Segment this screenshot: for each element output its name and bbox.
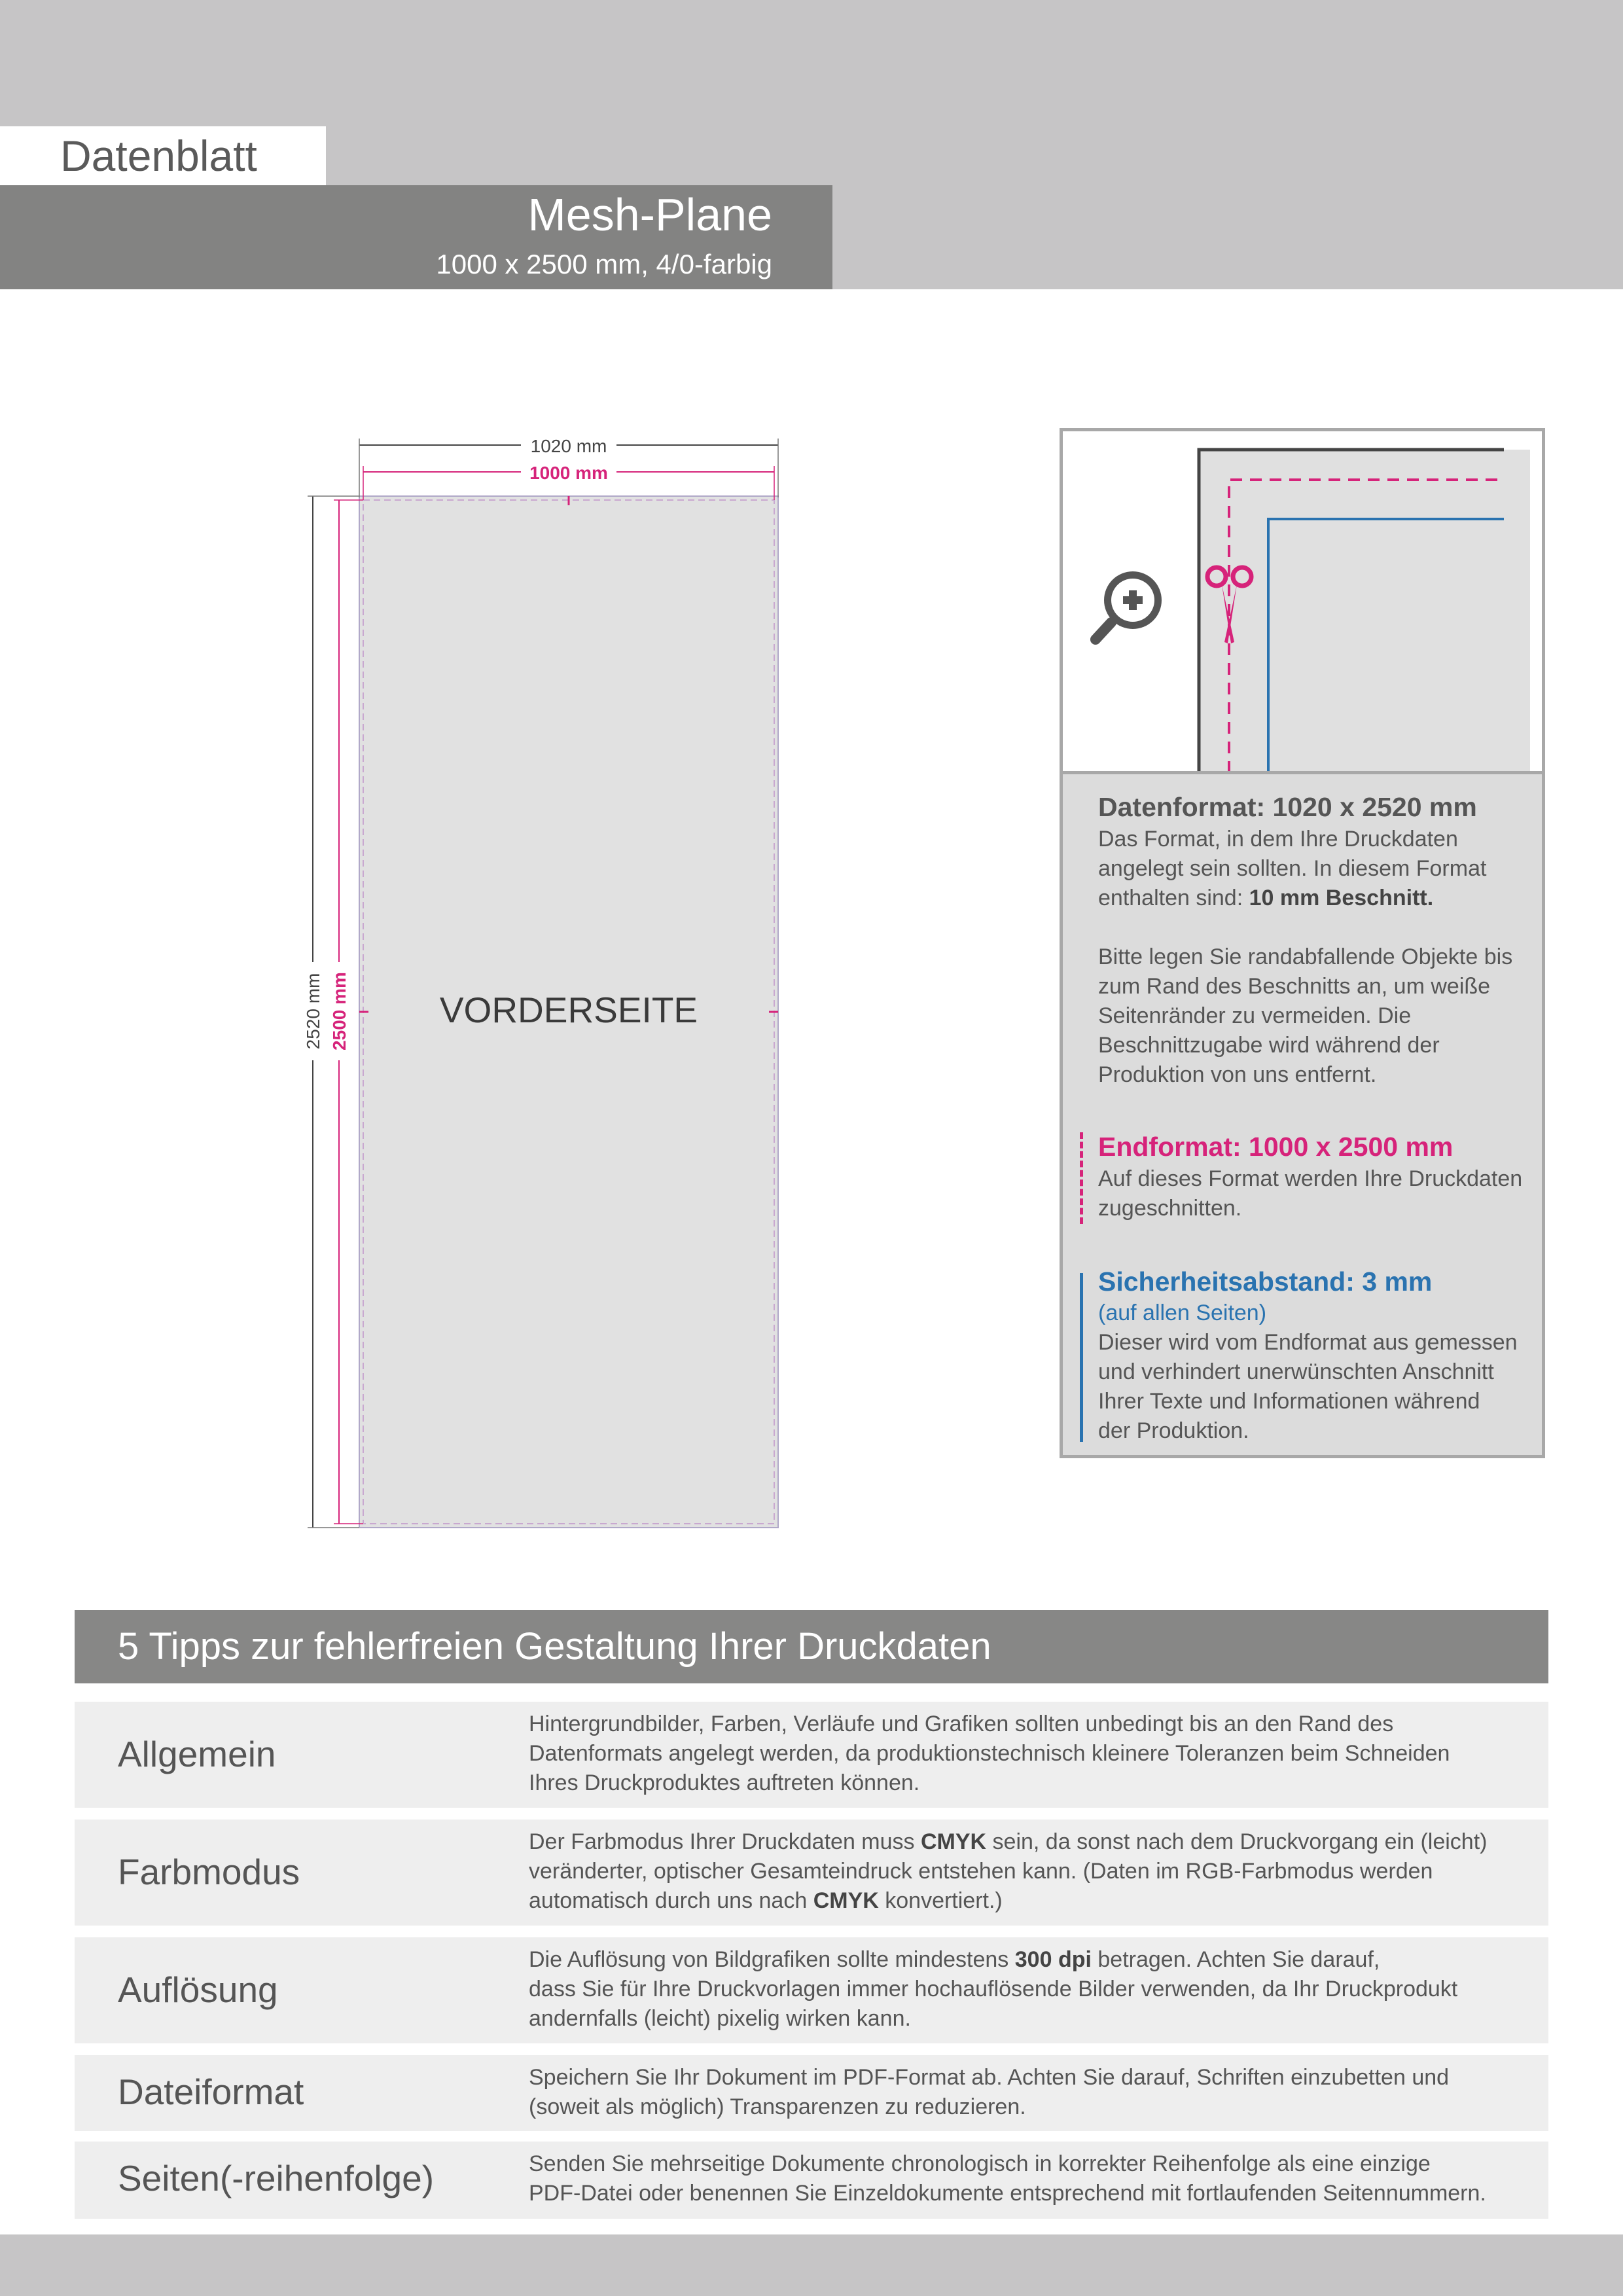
sicherheit-heading: Sicherheitsabstand: 3 mm	[1098, 1266, 1433, 1297]
zoom-detail-graphic	[1063, 431, 1542, 773]
datenformat-para: zum Rand des Beschnitts an, um weiße	[1098, 974, 1491, 999]
zoom-in-icon	[1096, 571, 1162, 639]
footer-band	[0, 2234, 1623, 2296]
tip-label: Dateiformat	[118, 2072, 304, 2112]
datenformat-para: Bitte legen Sie randabfallende Objekte bis	[1098, 944, 1513, 969]
dim-label-final-width: 1000 mm	[529, 463, 608, 483]
datenformat-para: Beschnittzugabe wird während der	[1098, 1033, 1440, 1058]
endformat-line: zugeschnitten.	[1098, 1196, 1242, 1221]
dim-label-data-width: 1020 mm	[530, 436, 607, 456]
tip-text: Senden Sie mehrseitige Dokumente chronologisch in korrekter Reihenfolge als eine einzige PDF-Datei oder benennen Sie Einzeldokumente entsprechend mit fortlaufenden Seitennummern.	[529, 2151, 1486, 2206]
tip-text: Hintergrundbilder, Farben, Verläufe und Grafiken sollten unbedingt bis an den Rand des Datenformats angelegt werden, da produktionstechnisch kleinere Toleranzen beim Schneiden Ihres Druckproduktes auftreten können.	[529, 1712, 1450, 1795]
tip-text: Der Farbmodus Ihrer Druckdaten muss CMYK sein, da sonst nach dem Druckvorgang ein (leicht) veränderter, optischer Gesamteindruck entstehen kann. (Daten im RGB-Farbmodus werden automatisch durch uns nach CMYK konvertiert.)	[529, 1829, 1488, 1913]
tip-row-dateiformat	[75, 2055, 1548, 2131]
tip-label: Seiten(-reihenfolge)	[118, 2158, 435, 2198]
tips-title: 5 Tipps zur fehlerfreien Gestaltung Ihrer Druckdaten	[118, 1625, 991, 1668]
tip-text: Speichern Sie Ihr Dokument im PDF-Format ab. Achten Sie darauf, Schriften einzubetten und (soweit als möglich) Transparenzen zu reduzieren.	[529, 2065, 1450, 2119]
doc-label: Datenblatt	[60, 132, 257, 180]
datenformat-para: Produktion von uns entfernt.	[1098, 1062, 1377, 1087]
sicherheit-marker	[1080, 1273, 1083, 1442]
tip-label: Allgemein	[118, 1734, 276, 1774]
sicherheit-line: und verhindert unerwünschten Anschnitt	[1098, 1359, 1494, 1384]
datenformat-para: Seitenränder zu vermeiden. Die	[1098, 1003, 1412, 1028]
product-title: Mesh-Plane	[527, 189, 772, 240]
datenformat-line: Das Format, in dem Ihre Druckdaten	[1098, 827, 1458, 852]
side-label: VORDERSEITE	[439, 990, 698, 1030]
tip-text: Die Auflösung von Bildgrafiken sollte mindestens 300 dpi betragen. Achten Sie darauf, dass Sie für Ihre Druckvorlagen immer hochauflösende Bilder verwenden, da Ihr Druckprodukt andernfalls (leicht) pixelig wirken kann.	[529, 1947, 1458, 2031]
sicherheit-sub: (auf allen Seiten)	[1098, 1300, 1267, 1325]
endformat-marker	[1080, 1132, 1083, 1224]
tip-row-seiten	[75, 2142, 1548, 2219]
sicherheit-line: der Produktion.	[1098, 1418, 1249, 1443]
tip-label: Auflösung	[118, 1969, 278, 2010]
tip-row-aufloesung	[75, 1937, 1548, 2043]
dim-label-data-height: 2520 mm	[303, 973, 323, 1050]
endformat-line: Auf dieses Format werden Ihre Druckdaten	[1098, 1166, 1523, 1191]
sicherheit-line: Ihrer Texte und Informationen während	[1098, 1389, 1480, 1414]
dim-label-final-height: 2500 mm	[329, 972, 349, 1050]
datenformat-line: angelegt sein sollten. In diesem Format	[1098, 856, 1487, 881]
datenformat-heading: Datenformat: 1020 x 2520 mm	[1098, 792, 1477, 822]
tip-row-allgemein	[75, 1702, 1548, 1808]
tip-label: Farbmodus	[118, 1852, 300, 1892]
product-subtitle: 1000 x 2500 mm, 4/0-farbig	[436, 249, 772, 279]
sicherheit-line: Dieser wird vom Endformat aus gemessen	[1098, 1330, 1518, 1355]
tip-row-farbmodus	[75, 1820, 1548, 1926]
datenformat-line: enthalten sind: 10 mm Beschnitt.	[1098, 886, 1434, 910]
panel-divider	[1063, 771, 1542, 774]
endformat-heading: Endformat: 1000 x 2500 mm	[1098, 1132, 1454, 1162]
